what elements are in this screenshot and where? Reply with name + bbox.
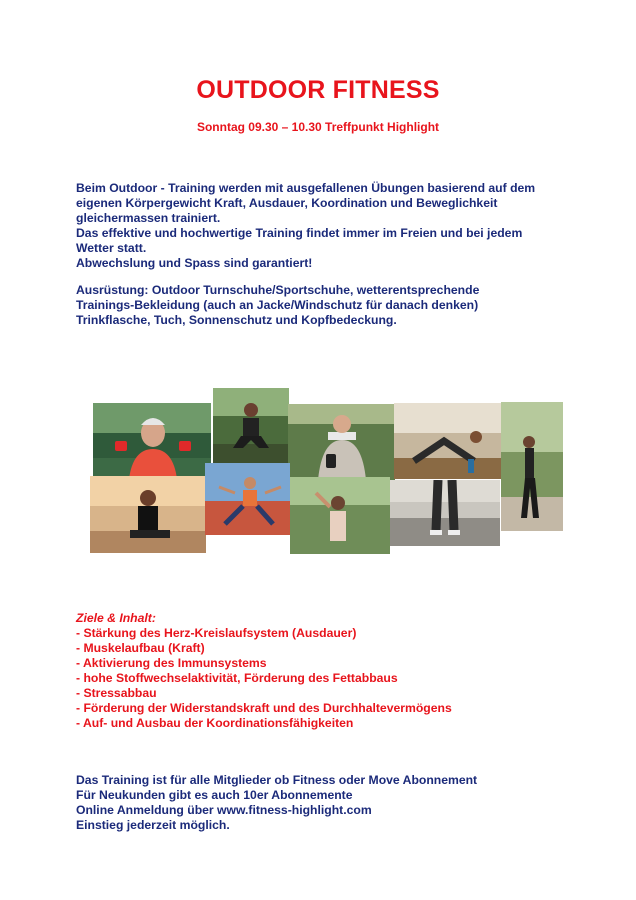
goal-item: - hohe Stoffwechselaktivität, Förderung des Fettabbaus [76, 671, 398, 685]
photo-woman-standing [501, 402, 563, 531]
footer-line: Für Neukunden gibt es auch 10er Abonnemente [76, 788, 353, 802]
footer-line: Das Training ist für alle Mitglieder ob Fitness oder Move Abonnement [76, 773, 478, 787]
photo-woman-squat [213, 388, 289, 464]
goals-heading: Ziele & Inhalt: [76, 611, 156, 625]
intro-line: Beim Outdoor - Training werden mit ausgefallenen Übungen basierend auf dem [76, 181, 536, 195]
goal-item: - Stressabbau [76, 686, 157, 700]
goal-item: - Muskelaufbau (Kraft) [76, 641, 205, 655]
intro-paragraph [76, 181, 576, 271]
intro-line: Abwechslung und Spass sind garantiert! [76, 256, 313, 270]
footer-line: Online Anmeldung über www.fitness-highlight.com [76, 803, 372, 817]
equipment-line: Trainings-Bekleidung (auch an Jacke/Windschutz für danach denken) [76, 298, 479, 312]
intro-line: Wetter statt. [76, 241, 147, 255]
photo-woman-sitting [90, 476, 206, 553]
intro-line: eigenen Körpergewicht Kraft, Ausdauer, Koordination und Beweglichkeit [76, 196, 498, 210]
photo-man-stretch [394, 403, 502, 479]
goal-item: - Förderung der Widerstandskraft und des Durchhaltevermögens [76, 701, 452, 715]
goal-item: - Auf- und Ausbau der Koordinationsfähigkeiten [76, 716, 354, 730]
equipment-line: Trinkflasche, Tuch, Sonnenschutz und Kopfbedeckung. [76, 313, 397, 327]
page-title: OUTDOOR FITNESS [196, 76, 440, 104]
photo-woman-phone [288, 404, 395, 480]
photo-woman-arm-stretch [290, 477, 390, 554]
equipment-paragraph [76, 283, 576, 328]
footer-line: Einstieg jederzeit möglich. [76, 818, 230, 832]
equipment-line: Ausrüstung: Outdoor Turnschuhe/Sportschuhe, wetterentsprechende [76, 283, 480, 297]
photo-man-dumbbells [93, 403, 211, 479]
intro-line: Das effektive und hochwertige Training findet immer im Freien und bei jedem [76, 226, 523, 240]
goals-section [76, 611, 576, 731]
photo-man-lunge [205, 463, 290, 535]
footer-info [76, 773, 576, 833]
photo-legs-stretch [390, 480, 500, 546]
schedule-subtitle: Sonntag 09.30 – 10.30 Treffpunkt Highlight [196, 120, 440, 134]
intro-line: gleichermassen trainiert. [76, 211, 221, 225]
goal-item: - Stärkung des Herz-Kreislaufsystem (Ausdauer) [76, 626, 357, 640]
goal-item: - Aktivierung des Immunsystems [76, 656, 267, 670]
